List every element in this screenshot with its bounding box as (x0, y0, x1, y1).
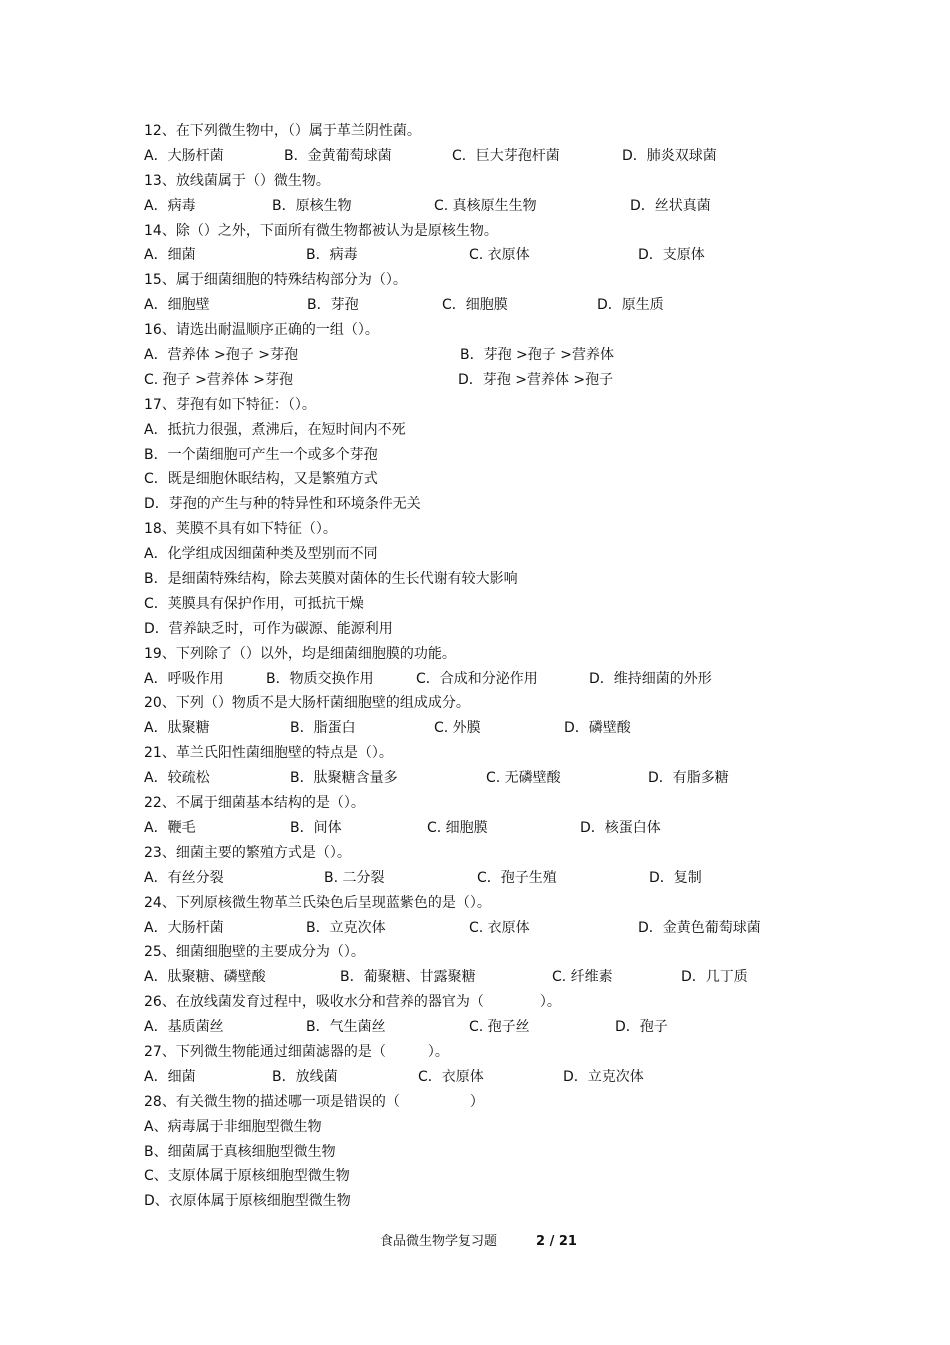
option-text: B．金黄葡萄球菌 (284, 147, 392, 164)
option-text: A．大肠杆菌 (144, 919, 224, 936)
option-text: A．较疏松 (144, 770, 210, 787)
option-text: C、支原体属于原核细胞型微生物 (144, 1168, 350, 1185)
options-row (144, 667, 824, 692)
option-text: D．立克次体 (563, 1068, 644, 1085)
options-row (144, 144, 824, 169)
option-text: C．细胞膜 (442, 297, 508, 314)
question-text: 23、细菌主要的繁殖方式是（）。 (144, 844, 351, 861)
option-text: C. 纤维素 (552, 969, 613, 986)
option-text: C．巨大芽孢杆菌 (452, 147, 560, 164)
options-row (144, 343, 824, 368)
footer-title: 食品微生物学复习题 (380, 1234, 498, 1249)
option-text: C．衣原体 (418, 1068, 484, 1085)
options-row (144, 1015, 824, 1040)
option-text: C. 孢子丝 (469, 1019, 530, 1036)
question-text: 24、下列原核微生物革兰氏染色后呈现蓝紫色的是（）。 (144, 894, 491, 911)
question-text: 12、在下列微生物中，（）属于革兰阴性菌。 (144, 123, 421, 139)
option-text: A．抵抗力很强，煮沸后，在短时间内不死 (144, 421, 406, 438)
option-text: A．鞭毛 (144, 819, 196, 836)
option-text: C. 孢子 >营养体 >芽孢 (144, 371, 294, 388)
options-row (144, 766, 824, 791)
option-text: A．呼吸作用 (144, 670, 224, 687)
option-text: D．肺炎双球菌 (622, 147, 717, 164)
question-text: 14、除（）之外，下面所有微生物都被认为是原核生物。 (144, 222, 498, 239)
option-text: C．荚膜具有保护作用，可抵抗干燥 (144, 595, 364, 612)
option-text: D．几丁质 (681, 969, 748, 986)
option-text: B．原核生物 (272, 197, 352, 214)
question-text: 18、荚膜不具有如下特征（）。 (144, 521, 337, 538)
option-text: B．病毒 (306, 247, 358, 264)
question-text: 27、下列微生物能通过细菌滤器的是（ ）。 (144, 1043, 449, 1060)
option-text: C. 无磷壁酸 (486, 770, 561, 787)
options-row (144, 243, 824, 268)
option-text: D．金黄色葡萄球菌 (638, 919, 761, 936)
option-text: B、细菌属于真核细胞型微生物 (144, 1143, 336, 1160)
question-text: 19、下列除了（）以外，均是细菌细胞膜的功能。 (144, 645, 456, 662)
option-text: A、病毒属于非细胞型微生物 (144, 1118, 322, 1135)
option-text: D．芽孢的产生与种的特异性和环境条件无关 (144, 496, 421, 513)
option-text: D．营养缺乏时，可作为碳源、能源利用 (144, 620, 393, 637)
option-text: D．丝状真菌 (630, 197, 711, 214)
page-number: 2 / 21 (536, 1234, 577, 1249)
question-text: 20、下列（）物质不是大肠杆菌细胞壁的组成成分。 (144, 695, 470, 712)
options-row (144, 1065, 824, 1090)
options-row (144, 816, 824, 841)
option-text: C. 真核原生生物 (434, 197, 537, 214)
question-text: 17、芽孢有如下特征：（）。 (144, 396, 316, 413)
option-text: B．是细菌特殊结构，除去荚膜对菌体的生长代谢有较大影响 (144, 571, 518, 588)
question-list (144, 119, 824, 1214)
option-text: C. 细胞膜 (427, 819, 488, 836)
question-text: 13、放线菌属于（）微生物。 (144, 172, 330, 189)
option-text: A．细胞壁 (144, 297, 210, 314)
option-text: D．核蛋白体 (580, 819, 661, 836)
option-text: A．基质菌丝 (144, 1019, 224, 1036)
option-text: D．复制 (649, 869, 702, 886)
option-text: A．病毒 (144, 197, 196, 214)
option-text: C．孢子生殖 (477, 869, 557, 886)
option-text: B．物质交换作用 (266, 670, 374, 687)
question-text: 15、属于细菌细胞的特殊结构部分为（）。 (144, 272, 407, 289)
page-footer (0, 1232, 950, 1252)
option-text: B. 二分裂 (324, 869, 385, 886)
option-text: D．磷壁酸 (564, 720, 631, 737)
question-text: 21、革兰氏阳性菌细胞壁的特点是（）。 (144, 745, 393, 762)
option-text: C. 外膜 (434, 720, 481, 737)
question-text: 25、细菌细胞壁的主要成分为（）。 (144, 944, 365, 961)
option-text: D、衣原体属于原核细胞型微生物 (144, 1193, 351, 1210)
option-text: B．脂蛋白 (290, 720, 356, 737)
question-text: 22、不属于细菌基本结构的是（）。 (144, 795, 365, 812)
options-row (144, 866, 824, 891)
option-text: C. 衣原体 (469, 247, 530, 264)
question-text: 16、请选出耐温顺序正确的一组（）。 (144, 322, 379, 339)
question-text: 26、在放线菌发育过程中，吸收水分和营养的器官为（ ）。 (144, 994, 561, 1011)
option-text: D．芽孢 >营养体 >孢子 (458, 371, 614, 388)
option-text: A．细菌 (144, 1068, 196, 1085)
options-row (144, 916, 824, 941)
option-text: B．芽孢 >孢子 >营养体 (460, 347, 614, 364)
question-text: 28、有关微生物的描述哪一项是错误的（ ） (144, 1093, 484, 1110)
options-row (144, 716, 824, 741)
option-text: D．有脂多糖 (648, 770, 729, 787)
option-text: C. 衣原体 (469, 919, 530, 936)
option-text: B．肽聚糖含量多 (290, 770, 398, 787)
option-text: A．肽聚糖 (144, 720, 210, 737)
option-text: A．细菌 (144, 247, 196, 264)
option-text: B．一个菌细胞可产生一个或多个芽孢 (144, 446, 378, 463)
option-text: A．大肠杆菌 (144, 147, 224, 164)
option-text: D．孢子 (615, 1019, 668, 1036)
option-text: C．合成和分泌作用 (416, 670, 538, 687)
option-text: A．营养体 >孢子 >芽孢 (144, 347, 298, 364)
option-text: B．放线菌 (272, 1068, 338, 1085)
option-text: C．既是细胞休眠结构，又是繁殖方式 (144, 471, 378, 488)
option-text: B．芽孢 (307, 297, 359, 314)
option-text: D．原生质 (597, 297, 664, 314)
option-text: B．间体 (290, 819, 342, 836)
options-row (144, 194, 824, 219)
option-text: B．立克次体 (306, 919, 386, 936)
option-text: A．有丝分裂 (144, 869, 224, 886)
options-row (144, 293, 824, 318)
option-text: B．葡聚糖、甘露聚糖 (340, 969, 476, 986)
option-text: A．肽聚糖、磷壁酸 (144, 969, 266, 986)
option-text: D．支原体 (638, 247, 705, 264)
option-text: B．气生菌丝 (306, 1019, 386, 1036)
options-row (144, 965, 824, 990)
option-text: A．化学组成因细菌种类及型别而不同 (144, 546, 378, 563)
options-row (144, 368, 824, 393)
option-text: D．维持细菌的外形 (589, 670, 712, 687)
